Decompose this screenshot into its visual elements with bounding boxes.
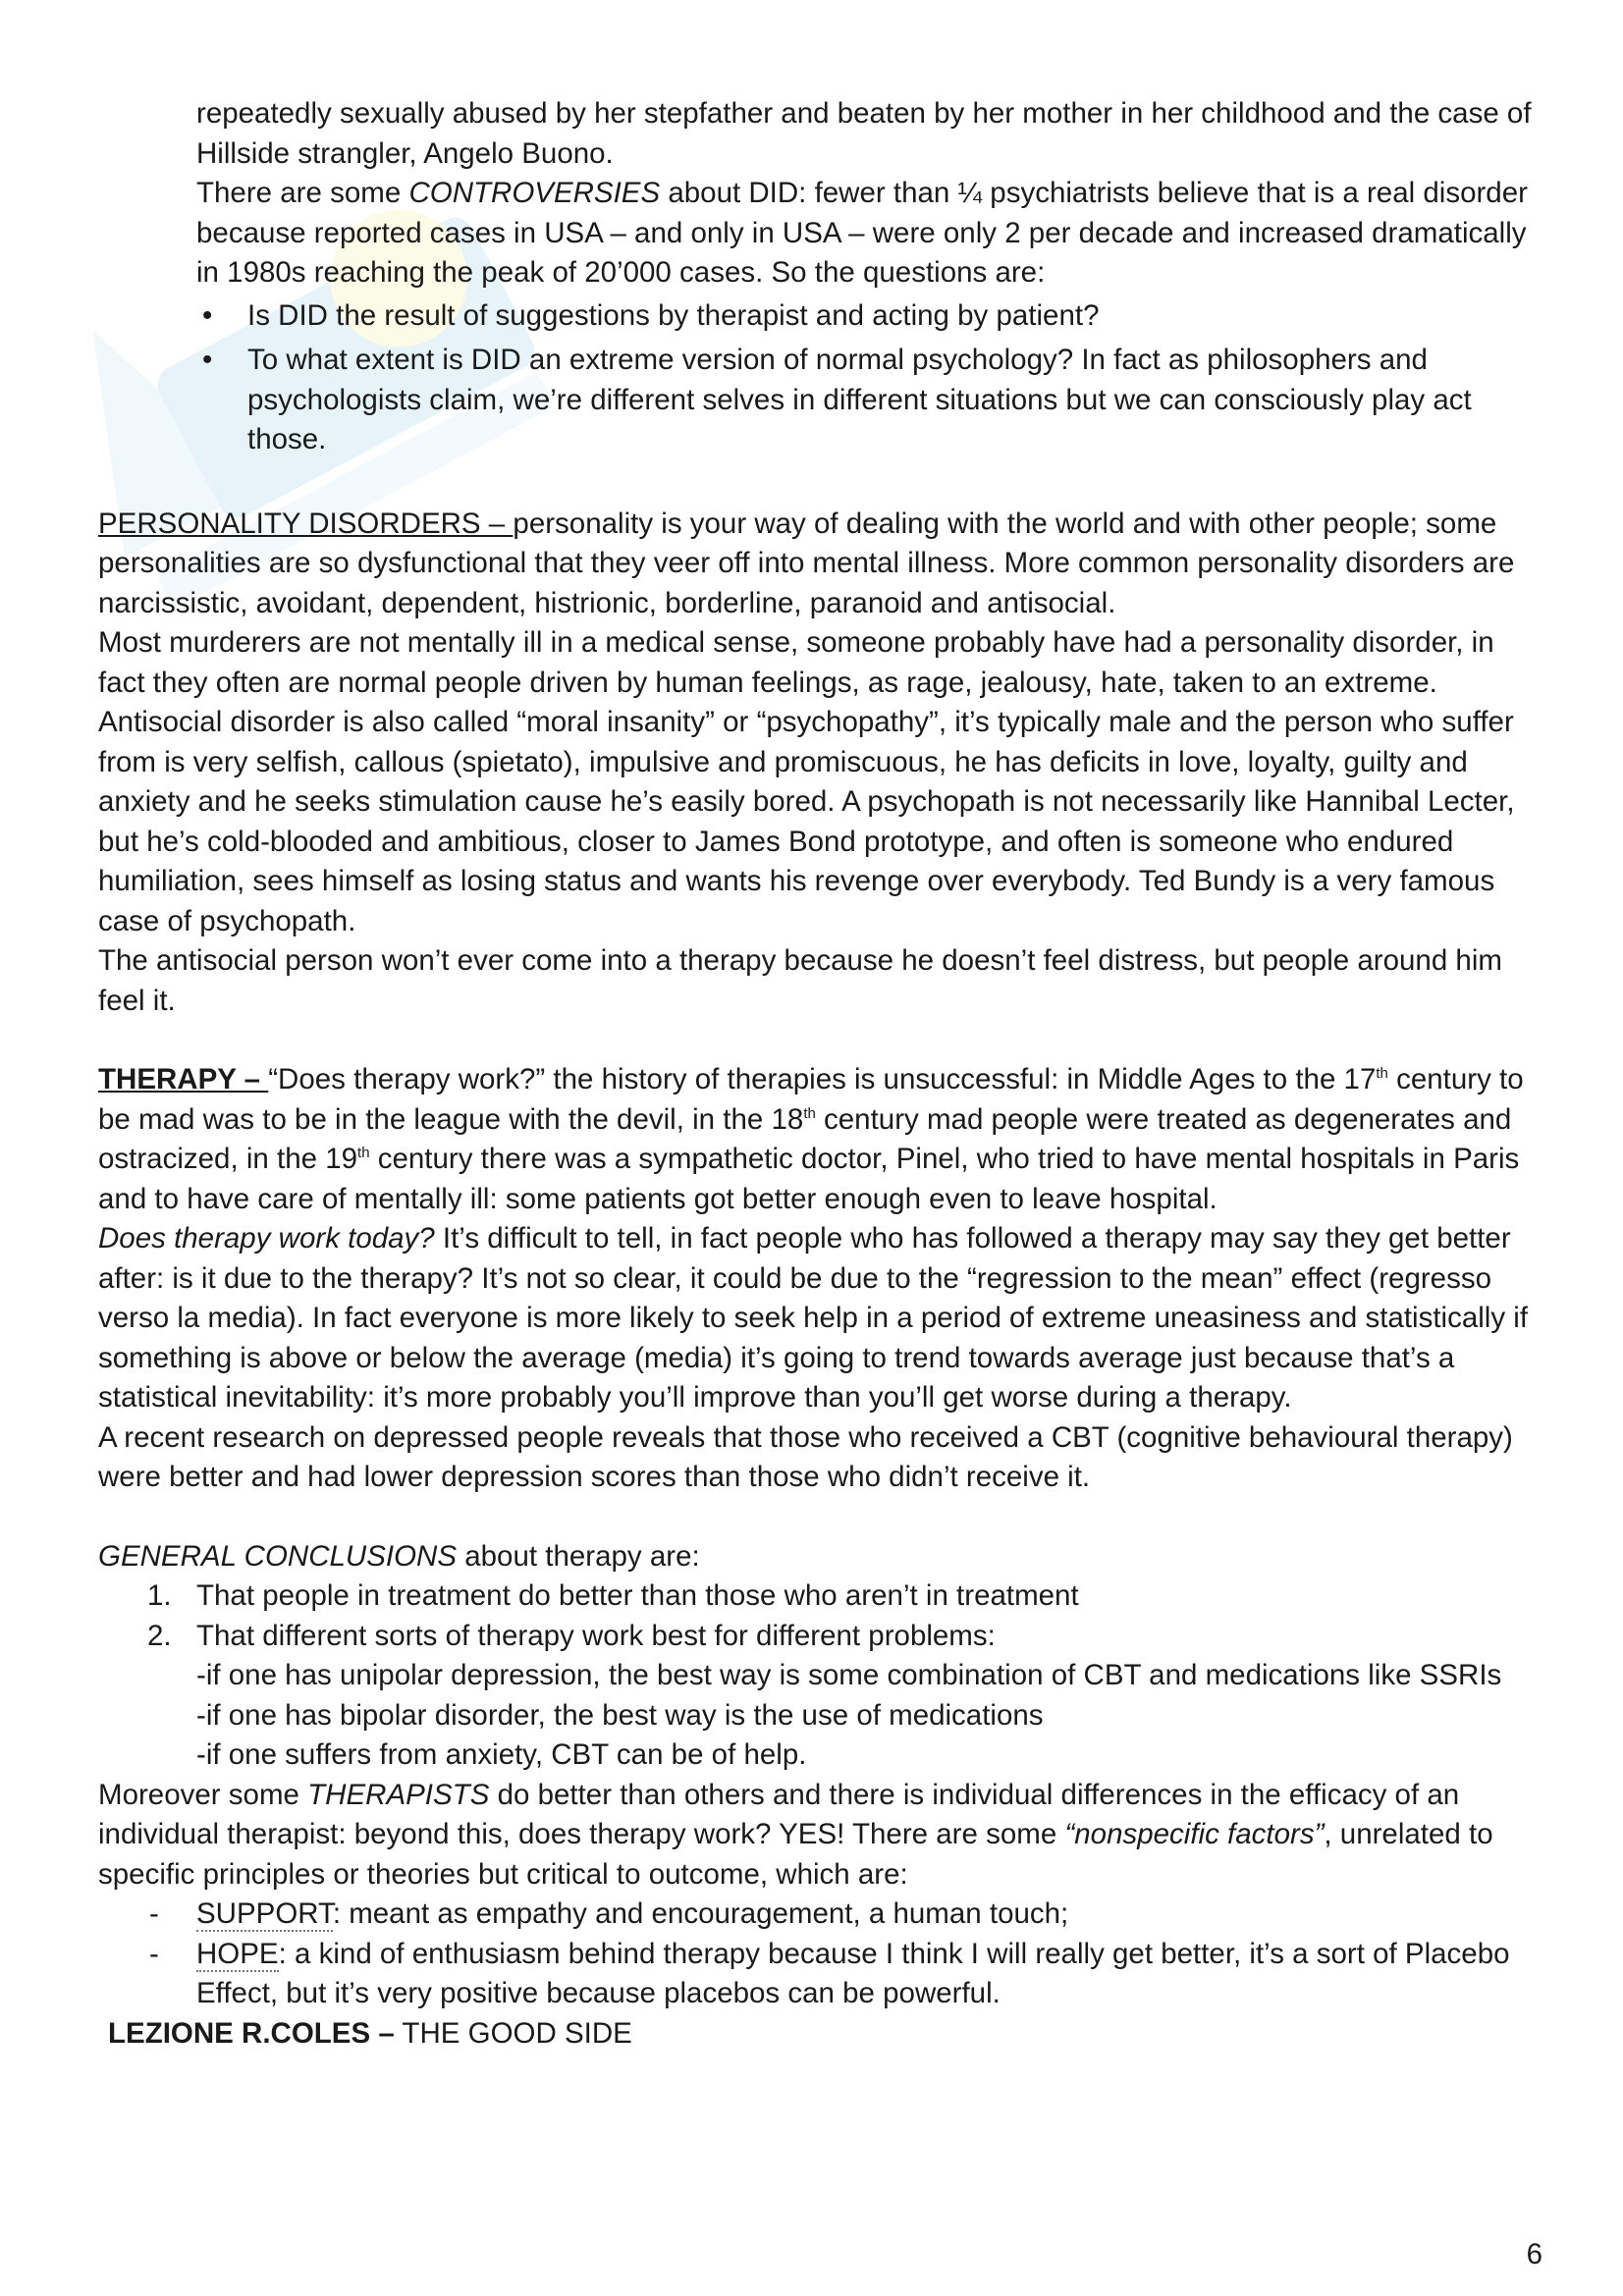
controversies-term: CONTROVERSIES [408, 177, 661, 209]
therapy-p1-a: “Does therapy work?” the history of therapies is unsuccessful: in Middle Ages to the 17 [268, 1063, 1377, 1095]
therapy-paragraph-3: A recent research on depressed people reveals that those who received a CBT (cognitive behavioural therapy) were better and had lower depression scores than those who didn’t receive it. [98, 1420, 1513, 1493]
hope-item [98, 1935, 1542, 2014]
conclusions-sub-3: -if one suffers from anxiety, CBT can be of help. [196, 1738, 807, 1771]
conclusions-sub-2: -if one has bipolar disorder, the best way is the use of medications [196, 1698, 1044, 1732]
conclusions-item-1-text: That people in treatment do better than those who aren’t in treatment [196, 1579, 1079, 1612]
personality-heading: PERSONALITY DISORDERS – [98, 507, 514, 540]
therapists-term: THERAPISTS [307, 1778, 490, 1811]
did-p2-post: about DID: fewer than ¼ psychiatrists believe that is a real disorder because reported cases in USA – and only in USA – were only 2 per decade and increased dramatically in 1980s reaching the peak of 20’000 cases. So the questions are: [196, 177, 1528, 289]
support-text: : meant as empathy and encouragement, a human touch; [332, 1897, 1069, 1930]
therapy-heading: THERAPY – [98, 1063, 269, 1095]
therapy-p2-text: It’s difficult to tell, in fact people who has followed a therapy may say they get better after: is it due to the therapy? It’s not so clear, it could be due to the “regression to the mean” effect (regresso verso la media). In fact everyone is more likely to seek help in a period of extreme uneasiness and statistically if something is above or below the average (media) it’s going to trend towards average just because that’s a statistical inevitability: it’s more probably you’ll improve than you’ll get worse during a therapy. [98, 1222, 1529, 1414]
did-bullet-2-text: To what extent is DID an extreme version of normal psychology? In fact as philosophers and psychologists claim, we’re different selves in different situations but we can consciously play act those. [247, 344, 1472, 455]
therapists-p-c: , unrelated to specific principles or theories but critical to outcome, which are: [98, 1818, 1493, 1891]
personality-paragraph-4: The antisocial person won’t ever come into a therapy because he doesn’t feel distress, but people around him feel it. [98, 944, 1502, 1017]
superscript-th: th [803, 1104, 816, 1122]
document-body [98, 94, 1542, 2054]
bullet-icon: • [202, 298, 213, 332]
lesson-heading-bold: LEZIONE R.COLES – [108, 2016, 395, 2050]
lesson-heading-rest: THE GOOD SIDE [394, 2016, 632, 2050]
conclusions-item-2-text: That different sorts of therapy work best for different problems: [196, 1619, 996, 1652]
therapy-paragraph-1 [98, 1060, 1542, 1219]
therapists-paragraph [98, 1776, 1542, 1896]
therapy-p1-c: century mad people were treated as degenerates and ostracized, in the 19 [98, 1102, 1512, 1175]
conclusions-sub-1: -if one has unipolar depression, the best way is some combination of CBT and medications like SSRIs [196, 1659, 1502, 1691]
conclusions-intro [98, 1537, 1542, 1577]
superscript-th: th [357, 1145, 370, 1162]
therapy-today-question: Does therapy work today? [98, 1222, 435, 1255]
hope-text: : a kind of enthusiasm behind therapy because I think I will really get better, it’s a sort of Placebo Effect, but it’s very positive because placebos can be powerful. [196, 1937, 1510, 2009]
support-label: SUPPORT [196, 1897, 333, 1930]
did-p2-pre: There are some [196, 177, 409, 209]
bullet-icon: • [202, 344, 213, 376]
therapy-paragraph-2 [98, 1219, 1542, 1418]
personality-paragraph-2: Most murderers are not mentally ill in a medical sense, someone probably have had a personality disorder, in fact they often are normal people driven by human feelings, as rage, jealousy, hate, taken to an extreme. [98, 626, 1494, 699]
did-bullet-1-text: Is DID the result of suggestions by therapist and acting by patient? [247, 298, 1100, 332]
therapy-p1-b: century to be mad was to be in the league with the devil, in the 18 [98, 1063, 1524, 1136]
support-item [98, 1895, 1542, 1935]
dash-marker: - [149, 1937, 159, 1970]
conclusions-heading: GENERAL CONCLUSIONS [98, 1539, 458, 1573]
conclusions-intro-text: about therapy are: [457, 1539, 700, 1573]
superscript-th: th [1376, 1065, 1388, 1083]
did-paragraph-2 [98, 174, 1542, 294]
spacer [98, 1021, 1542, 1060]
personality-paragraph-3: Antisocial disorder is also called “moral insanity” or “psychopathy”, it’s typically male and the person who suffer from is very selfish, callous (spietato), impulsive and promiscuous, he has deficits in love, loyalty, guilty and anxiety and he seeks stimulation cause he’s easily bored. A psychopath is not necessarily like Hannibal Lecter, but he’s cold-blooded and ambitious, closer to James Bond prototype, and often is someone who endured humiliation, sees himself as losing status and wants his revenge over everybody. Ted Bundy is a very famous case of psychopath. [98, 706, 1515, 937]
personality-p1-text: personality is your way of dealing with the world and with other people; some personalities are so dysfunctional that they veer off into mental illness. More common personality disorders are narcissistic, avoidant, dependent, histrionic, borderline, paranoid and antisocial. [98, 507, 1515, 619]
spacer [98, 465, 1542, 505]
therapy-p1-d: century there was a sympathetic doctor, Pinel, who tried to have mental hospitals in Paris and to have care of mentally ill: some patients got better enough even to leave hospital. [98, 1143, 1520, 1215]
conclusions-item-1 [98, 1576, 1542, 1617]
personality-paragraph-1 [98, 505, 1542, 624]
conclusions-item-2 [98, 1617, 1542, 1657]
lesson-heading [98, 2014, 1542, 2055]
did-bullet-2 [98, 341, 1542, 460]
page-number: 6 [1526, 2238, 1542, 2270]
dash-marker: - [149, 1897, 159, 1930]
list-number: 1. [147, 1579, 172, 1612]
nonspecific-factors-term: “nonspecific factors” [1064, 1818, 1325, 1850]
spacer [98, 1498, 1542, 1537]
therapists-p-a: Moreover some [98, 1778, 308, 1811]
hope-label: HOPE [196, 1937, 279, 1970]
therapists-p-b: do better than others and there is individual differences in the efficacy of an individual therapist: beyond this, does therapy work? YES! There are some [98, 1778, 1460, 1850]
list-number: 2. [147, 1619, 172, 1652]
did-paragraph-1: repeatedly sexually abused by her stepfather and beaten by her mother in her childhood and the case of Hillside strangler, Angelo Buono. [196, 97, 1532, 170]
did-bullet-1 [98, 296, 1542, 337]
